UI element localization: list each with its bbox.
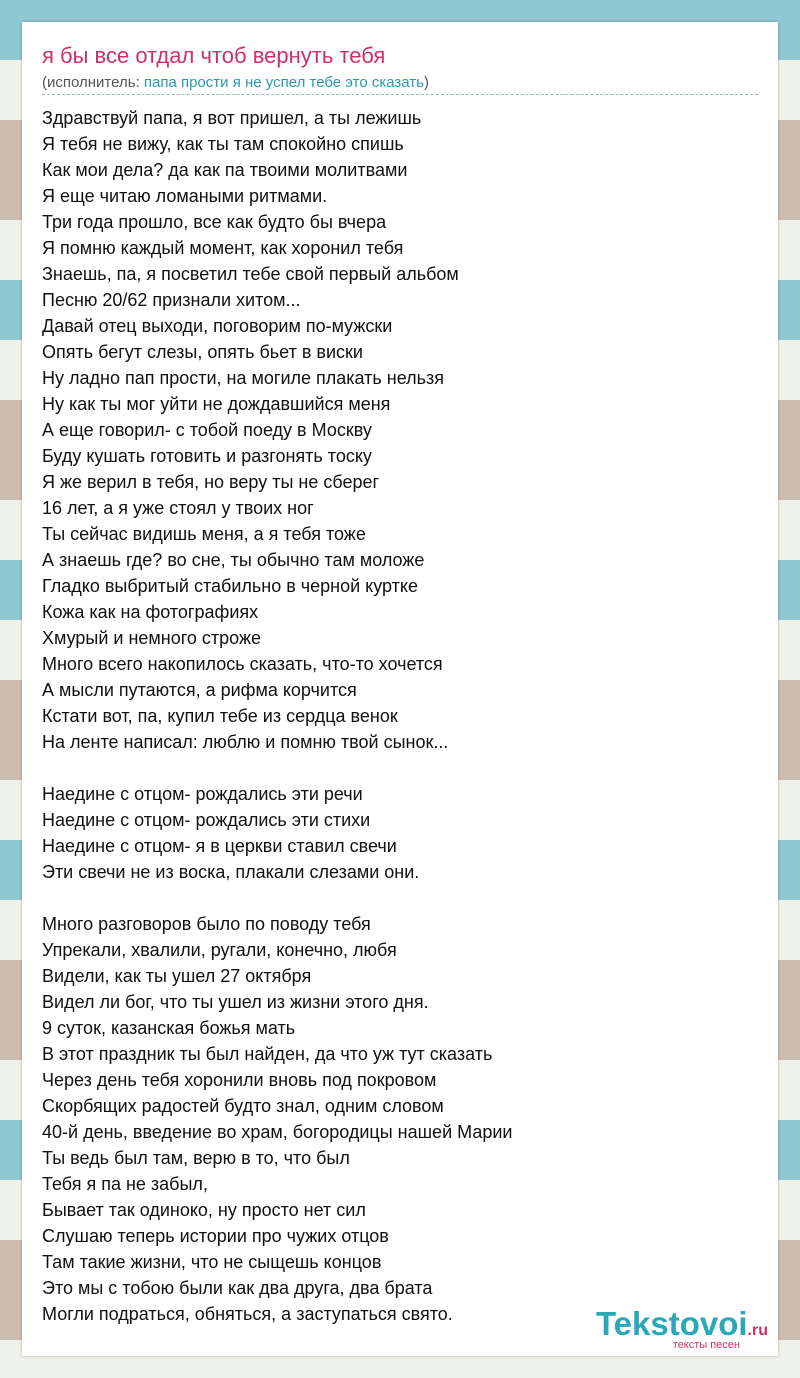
lyrics-blank-line bbox=[42, 755, 758, 781]
lyrics-line: Знаешь, па, я посветил тебе свой первый альбом bbox=[42, 264, 459, 284]
lyrics-line: Ты сейчас видишь меня, а я тебя тоже bbox=[42, 524, 366, 544]
lyrics-line: Видел ли бог, что ты ушел из жизни этого дня. bbox=[42, 992, 429, 1012]
lyrics-line: Ну ладно пап прости, на могиле плакать нельзя bbox=[42, 368, 445, 388]
lyrics-line: 40-й день, введение во храм, богородицы нашей Марии bbox=[42, 1122, 513, 1142]
artist-suffix: ) bbox=[423, 74, 429, 91]
lyrics-line: Я же верил в тебя, но веру ты не сберег bbox=[42, 472, 380, 492]
lyrics-line: В этот праздник ты был найден, да что уж тут сказать bbox=[42, 1044, 493, 1064]
lyrics-line: Через день тебя хоронили вновь под покровом bbox=[42, 1070, 437, 1090]
lyrics-line: Хмурый и немного строже bbox=[42, 628, 262, 648]
logo-name: Tekstovoi bbox=[595, 1305, 748, 1342]
lyrics-line: Я тебя не вижу, как ты там спокойно спишь bbox=[42, 134, 404, 154]
lyrics-line: Много разговоров было по поводу тебя bbox=[42, 914, 371, 934]
logo-tld: .ru bbox=[747, 1322, 768, 1339]
lyrics-line: Опять бегут слезы, опять бьет в виски bbox=[42, 342, 363, 362]
lyrics-blank-line bbox=[42, 885, 758, 911]
lyrics-line: Наедине с отцом- я в церкви ставил свечи bbox=[42, 836, 397, 856]
lyrics-line: Тебя я па не забыл, bbox=[42, 1174, 208, 1194]
artist-link[interactable]: папа прости я не успел тебе это сказать bbox=[143, 74, 424, 91]
lyrics-line: Кожа как на фотографиях bbox=[42, 602, 259, 622]
artist-line bbox=[42, 74, 758, 95]
lyrics-line: Кстати вот, па, купил тебе из сердца венок bbox=[42, 706, 398, 726]
lyrics-line: Слушаю теперь истории про чужих отцов bbox=[42, 1226, 389, 1246]
lyrics-line: Ты ведь был там, верю в то, что был bbox=[42, 1148, 350, 1168]
lyrics-line: Я еще читаю ломаными ритмами. bbox=[42, 186, 328, 206]
lyrics-line: Видели, как ты ушел 27 октября bbox=[42, 966, 312, 986]
lyrics-line: Три года прошло, все как будто бы вчера bbox=[42, 212, 387, 232]
lyrics-line: Там такие жизни, что не сыщешь концов bbox=[42, 1252, 382, 1272]
lyrics-line: Бывает так одиноко, ну просто нет сил bbox=[42, 1200, 366, 1220]
lyrics-line: 16 лет, а я уже стоял у твоих ног bbox=[42, 498, 314, 518]
lyrics-line: Скорбящих радостей будто знал, одним словом bbox=[42, 1096, 444, 1116]
lyrics-line: Я помню каждый момент, как хоронил тебя bbox=[42, 238, 404, 258]
lyrics-line: Наедине с отцом- рождались эти речи bbox=[42, 784, 363, 804]
lyrics-line: 9 суток, казанская божья мать bbox=[42, 1018, 296, 1038]
lyrics-line: Песню 20/62 признали хитом... bbox=[42, 290, 301, 310]
lyrics-line: Много всего накопилось сказать, что-то хочется bbox=[42, 654, 443, 674]
lyrics-line: Буду кушать готовить и разгонять тоску bbox=[42, 446, 372, 466]
lyrics-line: Упрекали, хвалили, ругали, конечно, любя bbox=[42, 940, 397, 960]
lyrics-line: Как мои дела? да как па твоими молитвами bbox=[42, 160, 408, 180]
lyrics-line: А знаешь где? во сне, ты обычно там моложе bbox=[42, 550, 425, 570]
lyrics-line: На ленте написал: люблю и помню твой сынок... bbox=[42, 732, 449, 752]
lyrics-line: А мысли путаются, а рифма корчится bbox=[42, 680, 357, 700]
song-title: я бы все отдал чтоб вернуть тебя bbox=[42, 43, 386, 68]
lyrics-line: Это мы с тобою были как два друга, два брата bbox=[42, 1278, 433, 1298]
lyrics-line: Давай отец выходи, поговорим по-мужски bbox=[42, 316, 393, 336]
lyrics-line: Ну как ты мог уйти не дождавшийся меня bbox=[42, 394, 391, 414]
lyrics-line: Наедине с отцом- рождались эти стихи bbox=[42, 810, 371, 830]
lyrics-line: Эти свечи не из воска, плакали слезами они. bbox=[42, 862, 420, 882]
lyrics-line: Гладко выбритый стабильно в черной куртке bbox=[42, 576, 418, 596]
site-logo[interactable] bbox=[596, 1305, 768, 1351]
lyrics-line: Здравствуй папа, я вот пришел, а ты лежишь bbox=[42, 108, 422, 128]
lyrics-card bbox=[22, 22, 778, 1356]
lyrics-line: А еще говорил- с тобой поеду в Москву bbox=[42, 420, 372, 440]
logo-tagline: тексты песен bbox=[672, 1339, 740, 1351]
artist-prefix: (исполнитель: bbox=[42, 74, 144, 91]
lyrics-line: Могли подраться, обняться, а заступаться свято. bbox=[42, 1304, 453, 1324]
lyrics-text bbox=[42, 105, 758, 1327]
